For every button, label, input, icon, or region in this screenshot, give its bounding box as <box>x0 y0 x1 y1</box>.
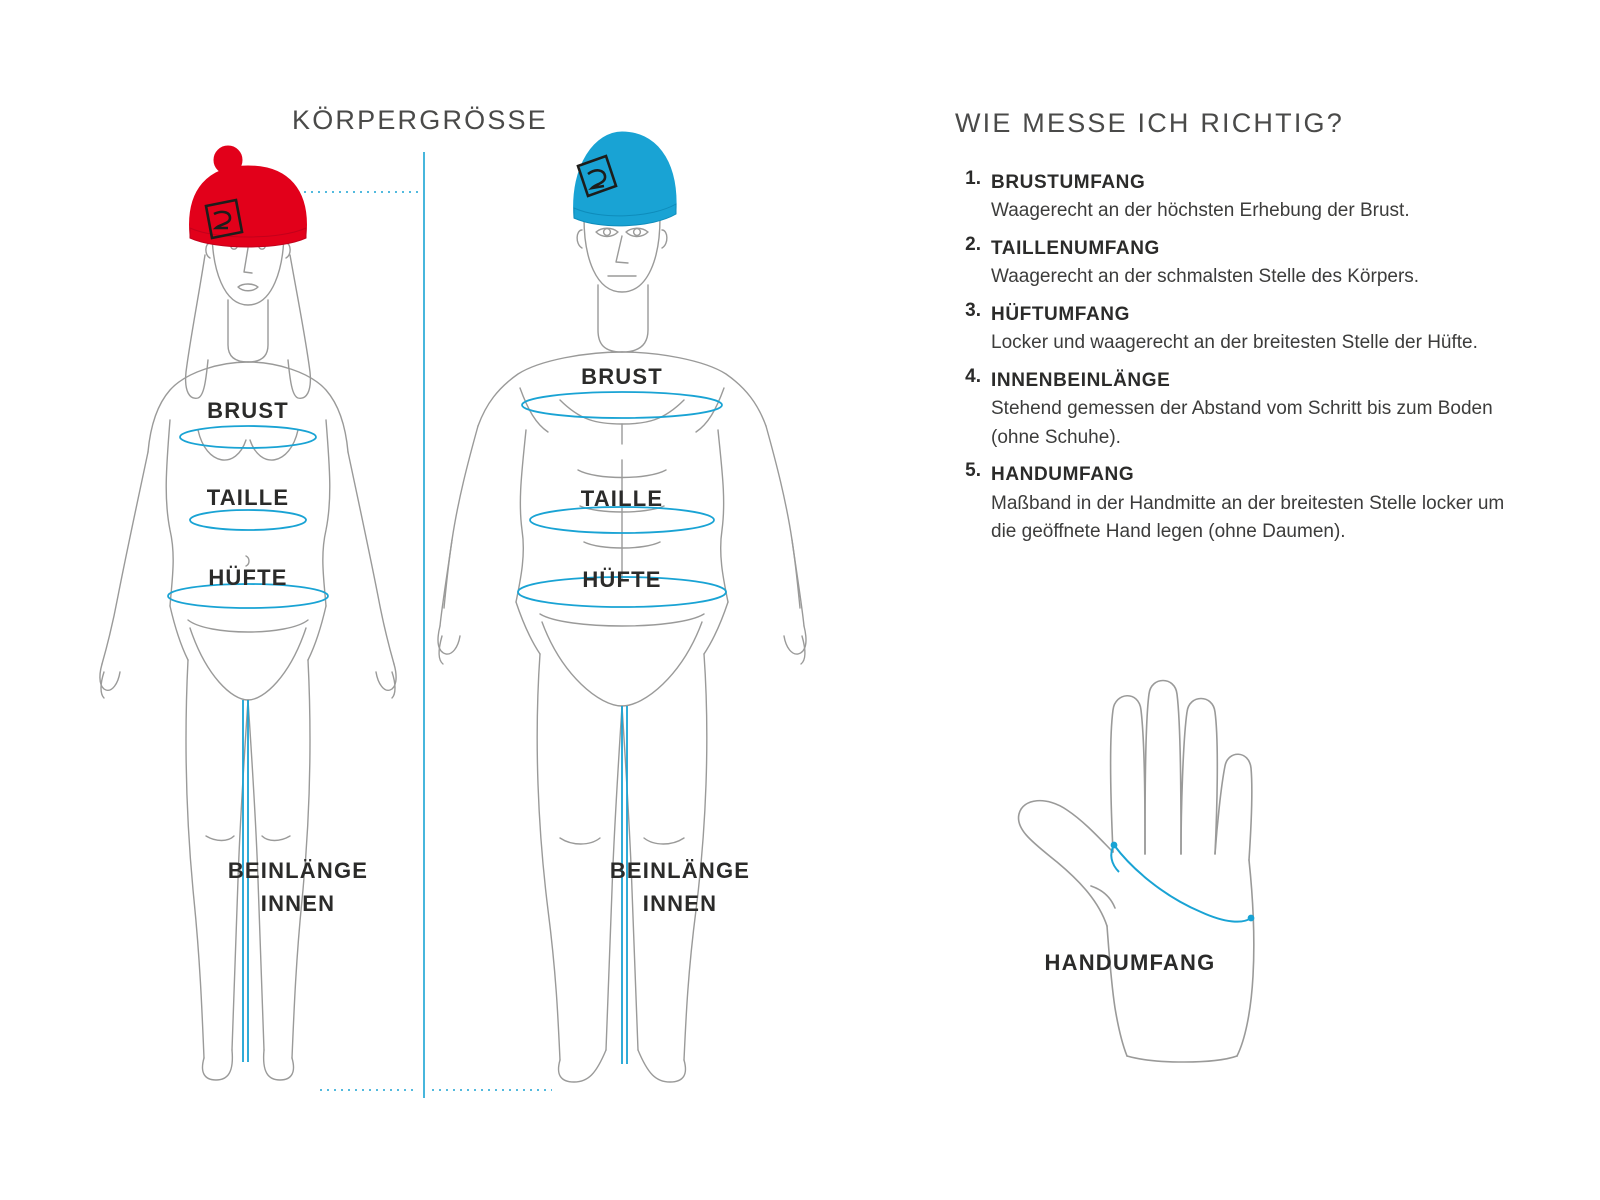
item-term: TAILLENUMFANG <box>991 237 1160 259</box>
list-item <box>955 234 1525 292</box>
list-item <box>955 300 1525 358</box>
item-number: 3. <box>965 299 981 321</box>
item-number: 5. <box>965 460 981 482</box>
how-to-measure-panel <box>955 0 1575 1200</box>
height-guide-lines <box>290 152 552 1098</box>
item-term: HANDUMFANG <box>991 464 1135 486</box>
item-description: Waagerecht an der höchsten Erhebung der Brust. <box>991 200 1410 222</box>
female-inseam-label-line1: BEINLÄNGE <box>227 858 369 883</box>
hand-measure-band <box>1111 843 1253 922</box>
female-hip-label: HÜFTE <box>208 565 288 590</box>
female-inseam-label-line2: INNEN <box>260 891 336 916</box>
item-term: INNENBEINLÄNGE <box>991 369 1171 391</box>
item-term: BRUSTUMFANG <box>991 172 1146 193</box>
hand-illustration <box>895 640 1375 1100</box>
item-description: Locker und waagerecht an der breitesten Stelle der Hüfte. <box>991 332 1478 354</box>
female-beanie-red <box>190 146 307 247</box>
female-measure-bands <box>168 426 328 1062</box>
item-description: Maßband in der Handmitte an der breitesten Stelle locker um die geöffnete Hand legen (ohne Daumen). <box>991 492 1505 543</box>
female-chest-label: BRUST <box>207 398 289 423</box>
how-to-measure-list <box>955 168 1525 555</box>
list-item <box>955 460 1525 546</box>
male-waist-label: TAILLE <box>580 486 664 511</box>
item-term: HÜFTUMFANG <box>991 303 1130 325</box>
female-waist-label: TAILLE <box>206 485 290 510</box>
list-item <box>955 168 1525 226</box>
male-hip-label: HÜFTE <box>582 567 662 592</box>
male-beanie-blue <box>574 132 677 226</box>
item-number: 4. <box>965 365 981 387</box>
body-size-title: KÖRPERGRÖSSE <box>292 105 548 135</box>
male-inseam-label-line1: BEINLÄNGE <box>609 858 751 883</box>
item-description: Waagerecht an der schmalsten Stelle des Körpers. <box>991 266 1420 288</box>
male-chest-label: BRUST <box>581 364 663 389</box>
item-description: Stehend gemessen der Abstand vom Schritt bis zum Boden (ohne Schuhe). <box>991 398 1493 448</box>
item-number: 2. <box>965 233 981 255</box>
male-inseam-label-line2: INNEN <box>642 891 718 916</box>
list-item <box>955 366 1525 452</box>
item-number: 1. <box>965 168 981 189</box>
hand-circumference-label: HANDUMFANG <box>1044 950 1216 975</box>
how-to-measure-title: WIE MESSE ICH RICHTIG? <box>955 108 1344 138</box>
